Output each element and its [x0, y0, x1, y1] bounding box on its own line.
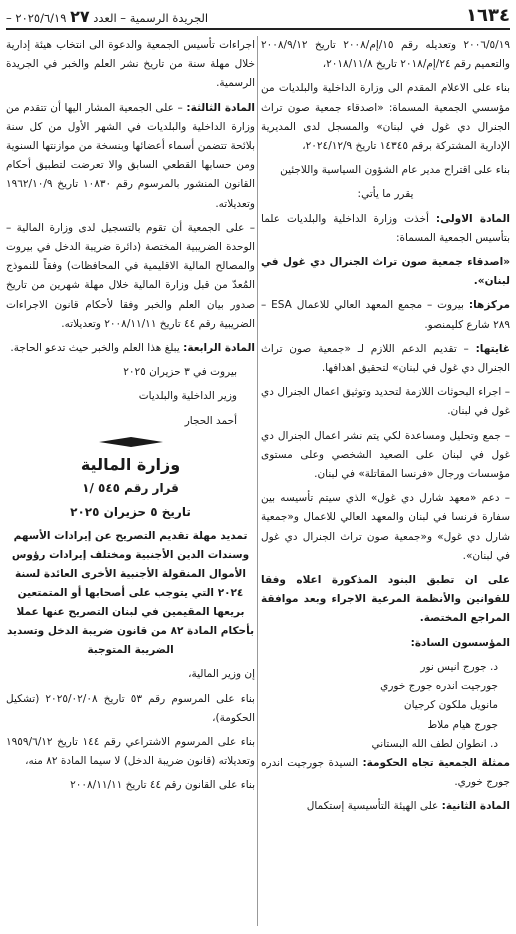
article-3-label: المادة الثالثة: [186, 101, 255, 114]
goals-label: غايتها: [475, 342, 511, 355]
government-representative [261, 754, 510, 792]
paragraph-decree-2: بناء على المرسوم الاشتراعي رقم ١٤٤ تاريخ ١٩٥٩/٦/١٢ وتعديلاته (قانون ضريبة الدخل) لا سيما المادة ٨٢ منه، [6, 736, 255, 768]
running-head [6, 7, 208, 26]
ornament-diamond-icon [99, 437, 163, 447]
founder-item: د. انطوان لطف الله البستاني [371, 737, 498, 750]
section-divider-ornament [6, 437, 255, 447]
founder-item: جورج هيام ملاط [427, 718, 498, 731]
paragraph-law: بناء على القانون رقم ٤٤ تاريخ ٢٠٠٨/١١/١١ [70, 779, 255, 792]
issue-date: ٢٠٢٥/٦/١٩ – [6, 11, 67, 25]
article-2-label: المادة الثانية: [441, 800, 510, 813]
article-4 [6, 339, 255, 358]
paragraph-decides: يقرر ما يأتي: [357, 188, 414, 201]
founders-label: المؤسسون السادة: [410, 636, 510, 649]
seat-text: بيروت – مجمع المعهد العالي للاعمال ESA – ٢٨٩ شارع كليمنصو. [261, 299, 510, 331]
gazette-name: الجريدة الرسمية – العدد [93, 11, 209, 25]
article-4-label: المادة الرابعة: [183, 342, 255, 355]
association-seat [261, 296, 510, 334]
page-number: ١٦٣٤ [466, 5, 510, 26]
left-column [6, 36, 255, 926]
goal-1: – تقديم الدعم اللازم لـ «جمعية صون تراث الجنرال دي غول في لبنان» لتحقيق اهدافها. [261, 342, 510, 375]
founder-item: مانويل ملكون كرجيان [403, 699, 498, 712]
goal-3: – جمع وتحليل ومساعدة لكي يتم نشر اعمال الجنرال دي غول في لبنان على الصعيد الشخصي وعلى مستوى مؤسسات ورجال «فرنسا المقاتلة» في لبنان. [261, 429, 510, 481]
decision-subject: تمديد مهلة تقديم التصريح عن إيرادات الأسهم وسندات الدين الأجنبية ومختلف إيرادات رؤوس الأموال المنقولة الأجنبية الأخرى العائدة لسنة ٢٠٢٤ التي يتوجب على أصحابها أو المتمتعين بريعها المقيمين في لبنان التصريح عنها عملا بأحكام المادة ٨٢ من قانون ضريبة الدخل وتسديد الضريبة المتوجبة [6, 530, 255, 657]
association-name: «اصدقاء جمعية صون تراث الجنرال دي غول في لبنان». [261, 256, 510, 288]
article-2-text: على الهيئة التأسيسية إستكمال [306, 800, 439, 813]
article-1-label: المادة الاولى: [435, 212, 510, 225]
decision-date: تاريخ ٥ حزيران ٢٠٢٥ [70, 505, 191, 520]
association-goals [261, 340, 510, 378]
page-header [6, 4, 510, 30]
paragraph-decree-1: بناء على المرسوم رقم ٥٣ تاريخ ٢٠٢٥/٠٢/٠٨ (تشكيل الحكومة)، [6, 692, 255, 724]
ministry-title: وزارة المالية [80, 454, 181, 474]
signature-name: أحمد الحجار [184, 414, 237, 427]
article-4-text: يبلغ هذا العلم والخبر حيث تدعو الحاجة. [10, 342, 180, 355]
representative-label: ممثلة الجمعية تجاه الحكومة: [362, 756, 510, 769]
paragraph-notification: بناء على الاعلام المقدم الى وزارة الداخلية والبلديات من مؤسسي الجمعية المسماة: «اصدقاء جمعية صون تراث الجنرال دي غول في لبنان» والمسجل لدى المديرية الإدارية المشتركة برقم ١٤٣٤٥ تاريخ ٢٠٢٤/١٢/٩، [261, 82, 510, 153]
founder-item: د. جورج انيس نور [420, 660, 498, 673]
article-2 [261, 797, 510, 816]
signature-place-date: بيروت في ٣ حزيران ٢٠٢٥ [123, 366, 237, 379]
signature-title: وزير الداخلية والبلديات [138, 390, 237, 403]
goal-2: – اجراء البحوثات اللازمة لتحديد وتوثيق اعمال الجنرال دي غول في لبنان. [261, 386, 510, 418]
paragraph-continuation: اجراءات تأسيس الجمعية والدعوة الى انتخاب هيئة إدارية خلال مهلة سنة من تاريخ نشر العلم والخبر في الجريدة الرسمية. [6, 39, 255, 90]
paragraph-proposal: بناء على اقتراح مدير عام الشؤون السياسية واللاجئين [280, 164, 510, 177]
issue-number: ٢٧ [70, 7, 90, 26]
article-3 [6, 99, 255, 214]
paragraph-tax-registration: – على الجمعية أن تقوم بالتسجيل لدى وزارة المالية – الوحدة الضريبية المختصة (دائرة ضريبة الدخل في بيروت والمصالح المالية الاقليمية في المحافظات) وفقاً للنموذج المُعدّ من قبل وزارة المالية خلال مهلة شهرين من تاريخ صدور بيان العلم والخبر وفقا لأحكام قانون الاجراءات الضريبية رقم ٤٤ تاريخ ٢٠٠٨/١١/١١ وتعديلاته. [6, 221, 255, 330]
decision-number: قرار رقم ٥٤٥ /١ [82, 481, 179, 496]
paragraph-regulations: ٢٠٠٦/٥/١٩ وتعديله رقم ١٥/إم/٢٠٠٨ تاريخ ٢٠٠٨/٩/١٢ والتعميم رقم ٢٤/إم/٢٠١٨ تاريخ ٢٠١٨/١١/٨، [261, 39, 510, 71]
column-divider [257, 36, 258, 926]
founder-item: جورجيت اندره جورج خوري [380, 680, 498, 693]
article-1-text: أخذت وزارة الداخلية والبلديات علما بتأسيس الجمعية المسماة: [261, 212, 510, 244]
article-3-text: – على الجمعية المشار اليها أن تتقدم من وزارة الداخلية والبلديات في الشهر الأول من كل سنة بلائحة تتضمن أسماء أعضائها وبنسخة من موازنتها السنوية ومن حسابها القطعي السابق والا تعرضت لتطبيق أحكام القانون المنشور بالمرسوم رقم ١٠٨٣٠ تاريخ ١٩٦٢/١٠/٩ وتعديلاته. [6, 101, 255, 210]
goal-4: – دعم «معهد شارل دي غول» الذي سيتم تأسيسه بين سفارة فرنسا في لبنان والمعهد العالي للاعمال و«جمعية شارل دي غول» و«جمعية صون تراث الجنرال دي غول في لبنان». [261, 492, 510, 562]
compliance-clause: على ان تطبق البنود المذكورة اعلاه وفقا للقوانين والأنظمة المرعية الاجراء وبعد موافقة المراجع المختصة. [261, 574, 510, 625]
paragraph-minister: إن وزير المالية، [188, 668, 255, 681]
seat-label: مركزها: [468, 299, 510, 312]
right-column [261, 36, 510, 926]
article-1 [261, 210, 510, 248]
representative-text: السيدة جورجيت اندره جورج خوري. [261, 756, 510, 789]
